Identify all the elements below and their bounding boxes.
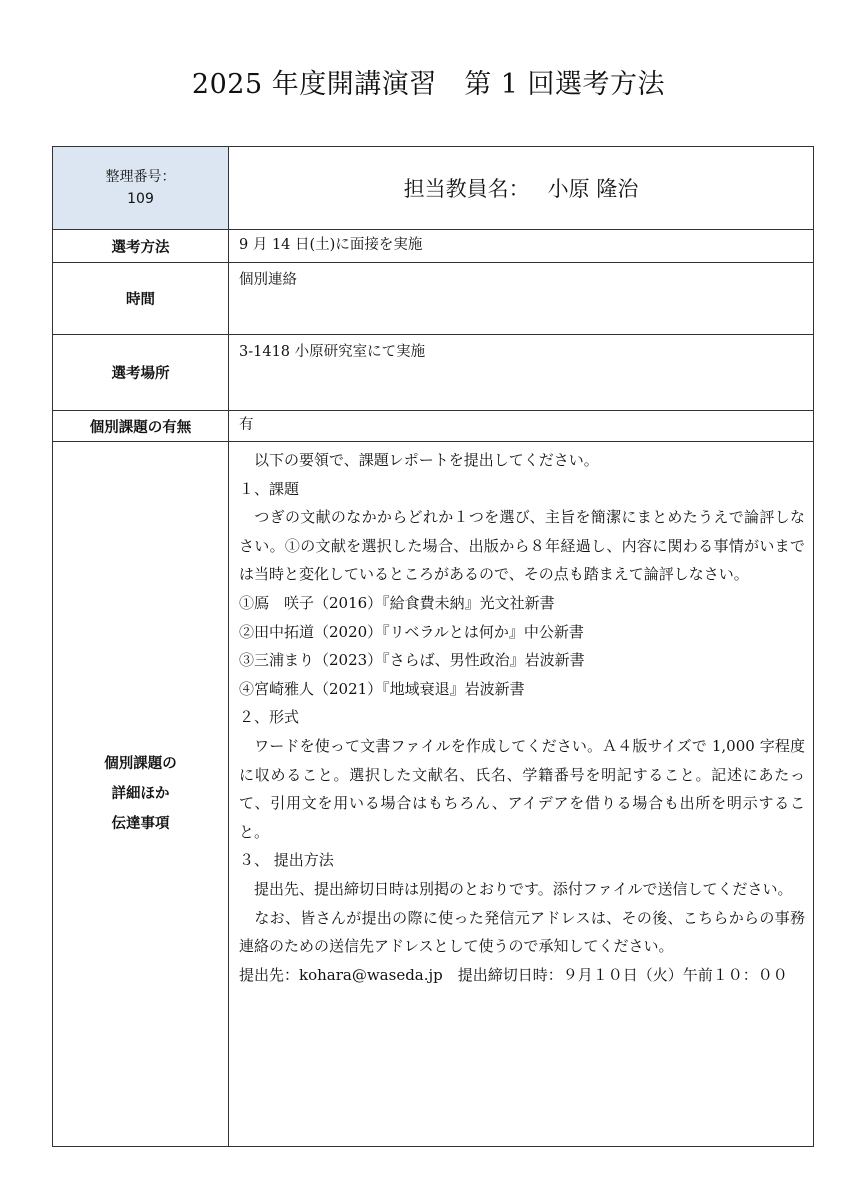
place-label: 選考場所 [53,335,229,411]
format-paragraph: ワードを使って文書ファイルを作成してください。Ａ４版サイズで 1,000 字程度に収めること。選択した文献名、氏名、学籍番号を明記すること。記述にあたって、引用文を用いる場合はもちろん、アイデアを借りる場合も出所を明示すること。 [239,736,805,841]
teacher-cell [229,147,814,230]
time-label: 時間 [53,263,229,335]
assignment-value: 有 [229,411,814,442]
assignment-row [53,411,814,442]
detail-row [53,442,814,1147]
method-label: 選考方法 [53,230,229,263]
detail-label-line: 詳細ほか [111,786,170,802]
reading-item-3: ③三浦まり（2023）『さらば、男性政治』岩波新書 [239,651,585,670]
detail-label-line: 個別課題の [104,756,177,772]
address-note-paragraph: なお、皆さんが提出の際に使った発信元アドレスは、その後、こちらからの事務連絡のための送信先アドレスとして使うので承知してください。 [239,908,805,956]
reading-item-4: ④宮崎雅人（2021）『地域衰退』岩波新書 [239,679,525,698]
document-title: 2025 年度開講演習 第 1 回選考方法 [191,69,666,100]
method-value: 9 月 14 日(土)に面接を実施 [229,230,814,263]
teacher-name: 小原 隆治 [547,177,639,201]
section-heading-format: ２、形式 [239,708,300,727]
detail-label [53,442,229,1147]
submission-info-line: 提出先：kohara@waseda.jp 提出締切日時：９月１０日（火）午前１０：００ [239,965,788,984]
time-row [53,263,814,335]
assignment-label: 個別課題の有無 [53,411,229,442]
teacher-label: 担当教員名： [403,177,530,201]
intro-paragraph: 以下の要領で、課題レポートを提出してください。 [239,451,599,469]
reading-item-2: ②田中拓道（2020）『リベラルとは何か』中公新書 [239,622,584,641]
section-heading-topic: １、課題 [239,479,300,498]
detail-label-line: 伝達事項 [111,816,170,832]
header-row [53,147,814,230]
topic-paragraph: つぎの文献のなかからどれか１つを選び、主旨を簡潔にまとめたうえで論評しなさい。①の文献を選択した場合、出版から８年経過し、内容に関わる事情がいまでは当時と変化しているところがあるので、その点も踏まえて論評しなさい。 [239,508,805,584]
place-row [53,335,814,411]
registration-number-cell [53,147,229,230]
time-value: 個別連絡 [229,263,814,335]
registration-number-value: 109 [127,191,154,207]
registration-number-label: 整理番号： [105,169,176,185]
selection-form-table [52,146,814,1147]
submission-paragraph: 提出先、提出締切日時は別掲のとおりです。添付ファイルで送信してください。 [239,879,793,898]
method-row [53,230,814,263]
place-value: 3-1418 小原研究室にて実施 [229,335,814,411]
reading-item-1: ①鳫 咲子（2016）『給食費未納』光文社新書 [239,593,555,612]
detail-body [229,442,814,1147]
section-heading-submission: ３、 提出方法 [239,851,334,870]
